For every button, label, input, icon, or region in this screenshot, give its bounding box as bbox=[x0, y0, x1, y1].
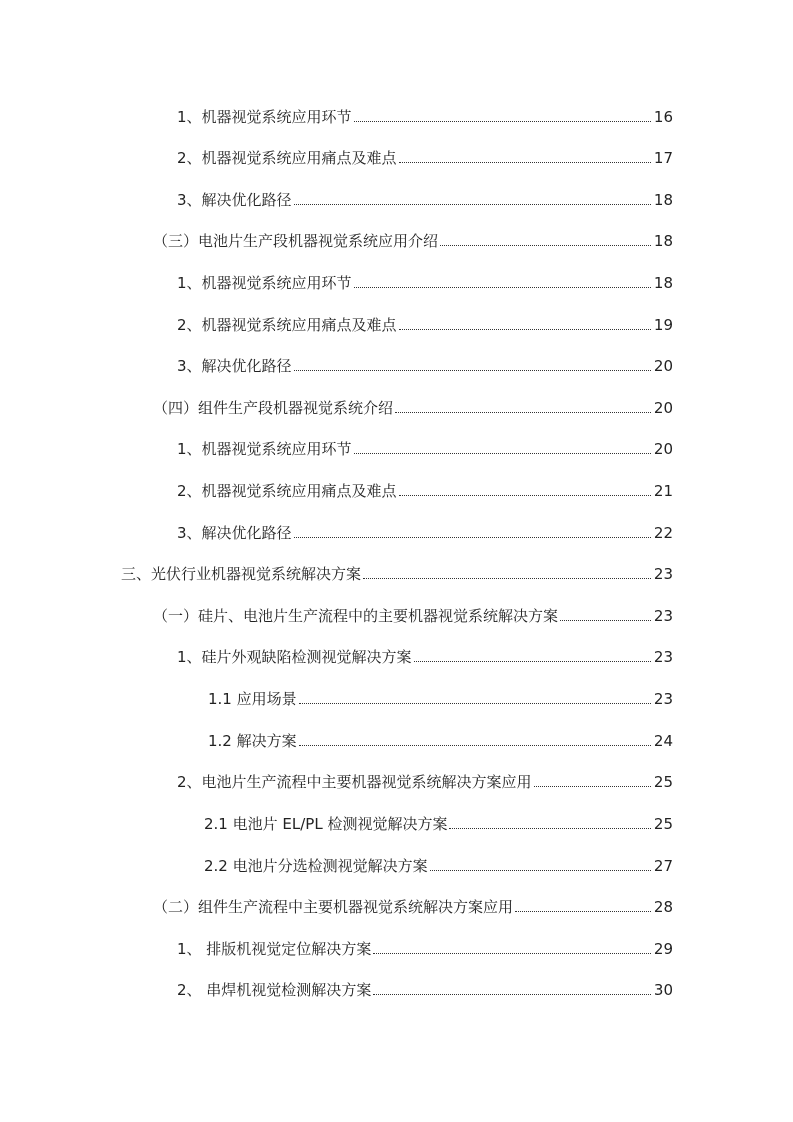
toc-dot-leader bbox=[399, 328, 651, 330]
toc-entry-title: 2、机器视觉系统应用痛点及难点 bbox=[177, 316, 397, 334]
toc-entry-3-optimization[interactable] bbox=[177, 188, 673, 212]
toc-entry-title: 2.2 电池片分选检测视觉解决方案 bbox=[204, 857, 428, 875]
toc-dot-leader bbox=[294, 369, 651, 371]
toc-entry-title: 2.1 电池片 EL/PL 检测视觉解决方案 bbox=[204, 815, 448, 833]
toc-entry-layup-positioning[interactable] bbox=[177, 937, 673, 961]
toc-page-number: 19 bbox=[653, 316, 673, 334]
toc-entry-title: （三）电池片生产段机器视觉系统应用介绍 bbox=[153, 232, 439, 250]
toc-entry-stringer-inspection[interactable] bbox=[177, 978, 673, 1002]
toc-entry-title: 1、 排版机视觉定位解决方案 bbox=[177, 940, 372, 958]
toc-dot-leader bbox=[294, 536, 651, 538]
toc-page-number: 17 bbox=[653, 149, 673, 167]
toc-entry-module-process-solutions[interactable] bbox=[153, 895, 673, 919]
toc-dot-leader bbox=[430, 869, 651, 871]
toc-entry-1-app-stage[interactable] bbox=[177, 437, 673, 461]
toc-entry-title: 3、解决优化路径 bbox=[177, 524, 292, 542]
toc-dot-leader bbox=[515, 910, 651, 912]
toc-entry-title: 3、解决优化路径 bbox=[177, 191, 292, 209]
toc-page-number: 23 bbox=[653, 690, 673, 708]
toc-entry-cell-sorting-inspection[interactable] bbox=[204, 854, 673, 878]
toc-page-number: 16 bbox=[653, 108, 673, 126]
toc-entry-title: 1、硅片外观缺陷检测视觉解决方案 bbox=[177, 648, 412, 666]
toc-dot-leader bbox=[373, 993, 651, 995]
toc-page-number: 23 bbox=[653, 648, 673, 666]
toc-dot-leader bbox=[299, 702, 651, 704]
toc-entry-cell-production-section[interactable] bbox=[153, 229, 673, 253]
toc-entry-2-pain-points[interactable] bbox=[177, 479, 673, 503]
toc-page-number: 22 bbox=[653, 524, 673, 542]
toc-dot-leader bbox=[534, 785, 651, 787]
toc-entry-title: 1.1 应用场景 bbox=[208, 690, 297, 708]
toc-dot-leader bbox=[354, 120, 651, 122]
toc-entry-1-app-stage[interactable] bbox=[177, 105, 673, 129]
toc-page-number: 25 bbox=[653, 773, 673, 791]
toc-dot-leader bbox=[395, 411, 651, 413]
toc-page-number: 20 bbox=[653, 357, 673, 375]
toc-dot-leader bbox=[414, 660, 651, 662]
toc-entry-title: 2、机器视觉系统应用痛点及难点 bbox=[177, 482, 397, 500]
toc-entry-solution[interactable] bbox=[208, 729, 673, 753]
toc-entry-application-scenario[interactable] bbox=[208, 687, 673, 711]
toc-page-number: 24 bbox=[653, 732, 673, 750]
toc-page-number: 21 bbox=[653, 482, 673, 500]
toc-entry-title: 2、机器视觉系统应用痛点及难点 bbox=[177, 149, 397, 167]
toc-dot-leader bbox=[294, 203, 651, 205]
toc-entry-title: （一）硅片、电池片生产流程中的主要机器视觉系统解决方案 bbox=[153, 607, 559, 625]
toc-entry-el-pl-inspection[interactable] bbox=[204, 812, 673, 836]
toc-page-number: 30 bbox=[653, 981, 673, 999]
toc-page-number: 23 bbox=[653, 565, 673, 583]
toc-entry-title: （四）组件生产段机器视觉系统介绍 bbox=[153, 399, 394, 417]
toc-entry-title: 1.2 解决方案 bbox=[208, 732, 297, 750]
toc-dot-leader bbox=[440, 244, 651, 246]
toc-entry-title: 三、光伏行业机器视觉系统解决方案 bbox=[121, 565, 362, 583]
toc-dot-leader bbox=[399, 494, 651, 496]
toc-dot-leader bbox=[560, 619, 651, 621]
toc-entry-title: （二）组件生产流程中主要机器视觉系统解决方案应用 bbox=[153, 898, 514, 916]
toc-entry-cell-process-solutions[interactable] bbox=[177, 770, 673, 794]
toc-entry-title: 1、机器视觉系统应用环节 bbox=[177, 108, 352, 126]
toc-entry-3-optimization[interactable] bbox=[177, 354, 673, 378]
toc-entry-chapter-3-solutions[interactable] bbox=[121, 562, 673, 586]
toc-page-number: 28 bbox=[653, 898, 673, 916]
toc-entry-title: 3、解决优化路径 bbox=[177, 357, 292, 375]
toc-dot-leader bbox=[449, 827, 651, 829]
toc-entry-2-pain-points[interactable] bbox=[177, 313, 673, 337]
toc-entry-wafer-cell-solutions[interactable] bbox=[153, 604, 673, 628]
toc-entry-3-optimization[interactable] bbox=[177, 521, 673, 545]
toc-entry-title: 1、机器视觉系统应用环节 bbox=[177, 440, 352, 458]
toc-entry-2-pain-points[interactable] bbox=[177, 146, 673, 170]
toc-page-number: 18 bbox=[653, 191, 673, 209]
toc-entry-wafer-defect-inspection[interactable] bbox=[177, 645, 673, 669]
toc-page-number: 18 bbox=[653, 232, 673, 250]
toc-entry-1-app-stage[interactable] bbox=[177, 271, 673, 295]
toc-page-number: 29 bbox=[653, 940, 673, 958]
toc-dot-leader bbox=[373, 952, 651, 954]
toc-page-number: 25 bbox=[653, 815, 673, 833]
toc-entry-title: 2、 串焊机视觉检测解决方案 bbox=[177, 981, 372, 999]
toc-page-number: 23 bbox=[653, 607, 673, 625]
toc-page-number: 20 bbox=[653, 440, 673, 458]
toc-page-number: 27 bbox=[653, 857, 673, 875]
toc-dot-leader bbox=[354, 452, 651, 454]
toc-page-number: 20 bbox=[653, 399, 673, 417]
toc-dot-leader bbox=[363, 577, 651, 579]
toc-dot-leader bbox=[399, 161, 651, 163]
toc-page-number: 18 bbox=[653, 274, 673, 292]
toc-entry-title: 2、电池片生产流程中主要机器视觉系统解决方案应用 bbox=[177, 773, 532, 791]
toc-entry-module-production-section[interactable] bbox=[153, 396, 673, 420]
toc-dot-leader bbox=[299, 744, 651, 746]
toc-dot-leader bbox=[354, 286, 651, 288]
toc-entry-title: 1、机器视觉系统应用环节 bbox=[177, 274, 352, 292]
